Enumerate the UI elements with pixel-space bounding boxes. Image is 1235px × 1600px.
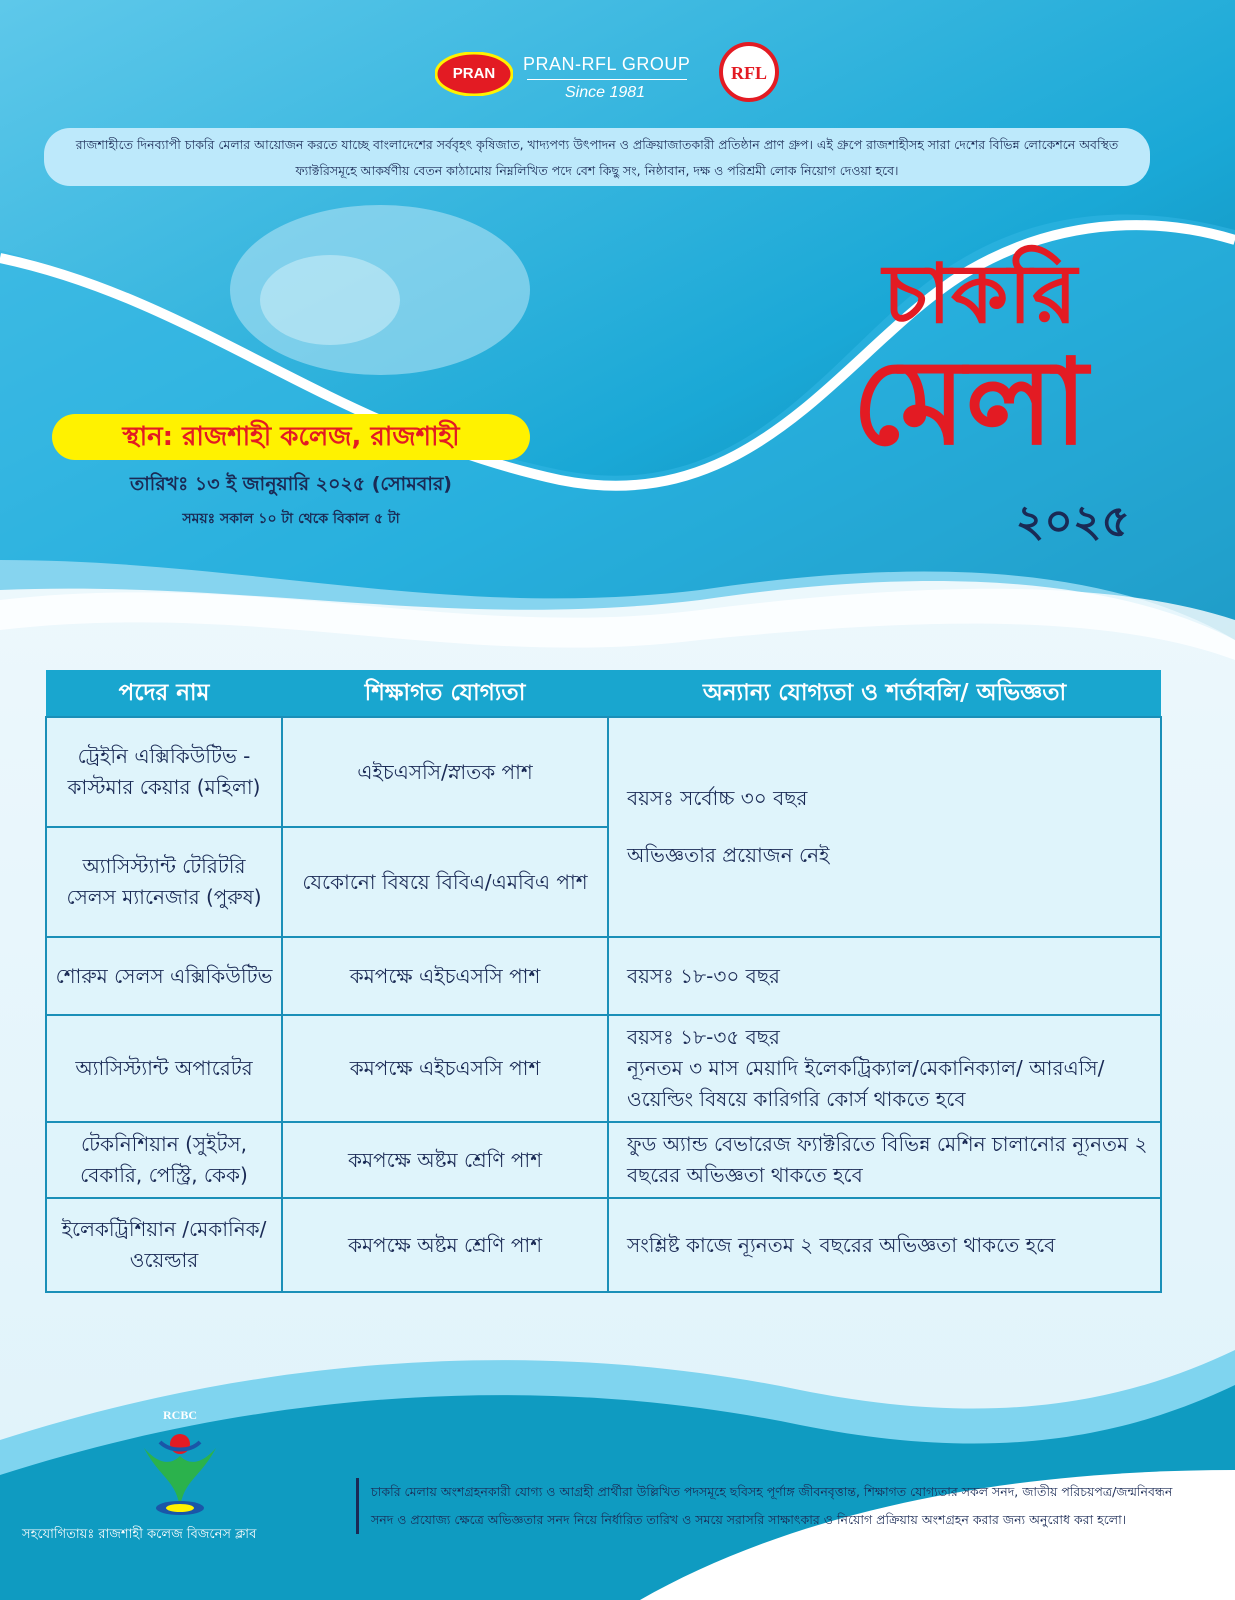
table-row (46, 1015, 1161, 1122)
position-cell: ট্রেইনি এক্সিকিউটিভ - কাস্টমার কেয়ার (মহিলা) (46, 717, 282, 827)
position-cell: অ্যাসিস্ট্যান্ট টেরিটরি সেলস ম্যানেজার (পুরুষ) (46, 827, 282, 937)
title-mela: মেলা (852, 333, 1088, 471)
col-header-education: শিক্ষাগত যোগ্যতা (282, 670, 608, 717)
rfl-logo-text: RFL (731, 63, 767, 83)
position-cell: টেকনিশিয়ান (সুইটস, বেকারি, পেস্ট্রি, কেক) (46, 1122, 282, 1198)
since-text: Since 1981 (565, 84, 646, 101)
pran-logo (435, 52, 513, 96)
requirement-cell: বয়সঃ ১৮-৩০ বছর (608, 937, 1161, 1015)
footer-note: চাকরি মেলায় অংশগ্রহনকারী যোগ্য ও আগ্রহী প্রার্থীরা উল্লিখিত পদসমূহে ছবিসহ পূর্ণাঙ্গ জীবনবৃত্তান্ত, শিক্ষাগত যোগ্যতার সকল সনদ, জাতীয় পরিচয়পত্র/জন্মনিবন্ধন সনদ ও প্রযোজ্য ক্ষেত্রে অভিজ্ঞতার সনদ নিয়ে নির্ধারিত তারিখ ও সময়ে সরাসরি সাক্ষাৎকার ও নিয়োগ প্রক্রিয়ায় অংশগ্রহন করার জন্য অনুরোধ করা হলো। (356, 1478, 1198, 1534)
table-row (46, 717, 1161, 827)
rcbc-logo-icon (130, 1408, 230, 1518)
title-chakri: চাকরি (883, 247, 1077, 342)
requirement-cell (608, 717, 1161, 937)
rcbc-logo-text: RCBC (162, 1408, 197, 1422)
rfl-logo (719, 42, 779, 102)
requirement-cell: ফুড অ্যান্ড বেভারেজ ফ্যাক্টরিতে বিভিন্ন মেশিন চালানোর ন্যূনতম ২ বছরের অভিজ্ঞতা থাকতে হবে (608, 1122, 1161, 1198)
col-header-position: পদের নাম (46, 670, 282, 717)
education-cell: কমপক্ষে অষ্টম শ্রেণি পাশ (282, 1198, 608, 1292)
table-row (46, 1198, 1161, 1292)
group-name: PRAN-RFL GROUP (523, 54, 691, 74)
position-cell: অ্যাসিস্ট্যান্ট অপারেটর (46, 1015, 282, 1122)
event-time: সময়ঃ সকাল ১০ টা থেকে বিকাল ৫ টা (182, 511, 400, 527)
table-row (46, 1122, 1161, 1198)
education-cell: কমপক্ষে অষ্টম শ্রেণি পাশ (282, 1122, 608, 1198)
table-header-row (46, 670, 1161, 717)
event-date: তারিখঃ ১৩ ই জানুয়ারি ২০২৫ (সোমবার) (130, 473, 452, 495)
requirement-cell: সংশ্লিষ্ট কাজে ন্যূনতম ২ বছরের অভিজ্ঞতা থাকতে হবে (608, 1198, 1161, 1292)
footer-club: সহযোগিতায়ঃ রাজশাহী কলেজ বিজনেস ক্লাব (22, 1527, 257, 1542)
requirement-line: ন্যূনতম ৩ মাস মেয়াদি ইলেকট্রিক্যাল/মেকানিক্যাল/ আরএসি/ওয়েল্ডিং বিষয়ে কারিগরি কোর্স থাকতে হবে (627, 1056, 1105, 1111)
position-cell: শোরুম সেলস এক্সিকিউটিভ (46, 937, 282, 1015)
requirement-line: বয়সঃ সর্বোচ্চ ৩০ বছর (627, 786, 808, 810)
divider (527, 79, 687, 80)
position-cell: ইলেকট্রিশিয়ান /মেকানিক/ওয়েল্ডার (46, 1198, 282, 1292)
education-cell: কমপক্ষে এইচএসসি পাশ (282, 1015, 608, 1122)
education-cell: যেকোনো বিষয়ে বিবিএ/এমবিএ পাশ (282, 827, 608, 937)
table-row (46, 937, 1161, 1015)
intro-text: রাজশাহীতে দিনব্যাপী চাকরি মেলার আয়োজন করতে যাচ্ছে বাংলাদেশের সর্ববৃহৎ কৃষিজাত, খাদ্যপণ্য উৎপাদন ও প্রক্রিয়াজাতকারী প্রতিষ্ঠান প্রাণ গ্রুপ। এই গ্রুপে রাজশাহীসহ সারা দেশের বিভিন্ন লোকেশনে অবস্থিত ফ্যাক্টরিসমূহে আকর্ষণীয় বেতন কাঠামোয় নিম্নলিখিত পদে বেশ কিছু সং, নিষ্ঠাবান, দক্ষ ও পরিশ্রমী লোক নিয়োগ দেওয়া হবে। (44, 128, 1150, 186)
brand-header (435, 42, 795, 112)
requirement-line: বয়সঃ ১৮-৩৫ বছর (627, 1025, 780, 1049)
pran-logo-text: PRAN (452, 65, 496, 82)
venue-badge: স্থান: রাজশাহী কলেজ, রাজশাহী (52, 414, 530, 460)
requirement-line: অভিজ্ঞতার প্রয়োজন নেই (627, 843, 830, 867)
education-cell: এইচএসসি/স্নাতক পাশ (282, 717, 608, 827)
rcbc-logo (130, 1408, 230, 1518)
education-cell: কমপক্ষে এইচএসসি পাশ (282, 937, 608, 1015)
job-table (45, 670, 1162, 1293)
title-year: ২০২৫ (1015, 496, 1130, 547)
col-header-requirements: অন্যান্য যোগ্যতা ও শর্তাবলি/ অভিজ্ঞতা (608, 670, 1161, 717)
requirement-cell (608, 1015, 1161, 1122)
